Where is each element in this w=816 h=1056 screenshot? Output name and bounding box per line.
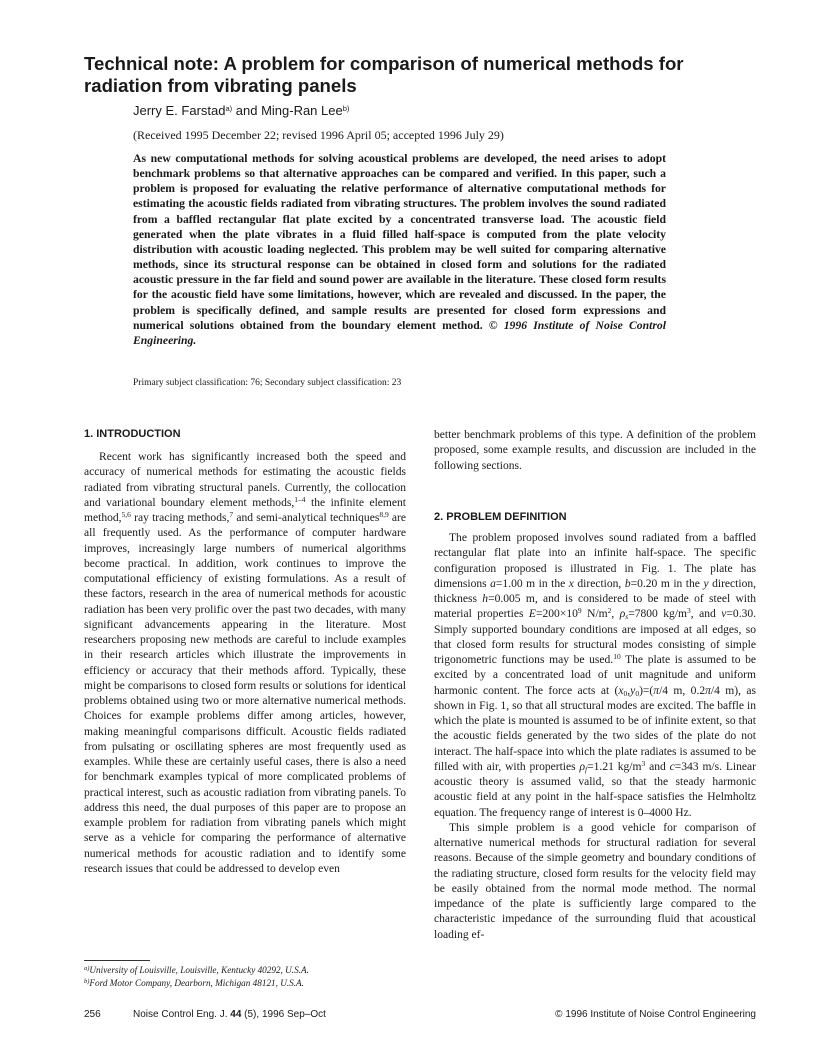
footnote-b	[84, 977, 406, 990]
footnote-a	[84, 964, 406, 977]
footnote-a-text: University of Louisville, Louisville, Kentucky 40292, U.S.A.	[89, 965, 309, 975]
footer-copyright: © 1996 Institute of Noise Control Engineering	[555, 1009, 756, 1020]
introduction-paragraph: Recent work has significantly increased both the speed and accuracy of numerical methods for estimating the acoustic fields radiated from vibrating structural panels. Currently, the collocation and variational boundary element methods,$^{1-4}$ the infinite element method,$^{5,6}$ ray tracing methods,$^7$ and semi-analytical techniques$^{8,9}$ are all frequently used. As the performance of computer hardware improves, increasingly large numbers of numerical algorithms become practical. In addition, work continues to improve the computational efficiency of existing formulations. As a result of these factors, research in the area of numerical methods for acoustic radiation has been very prolific over the past two decades, with many significant advancements appearing in the literature. Most researchers proposing new methods are careful to include examples in their research articles which illustrate the improvements in efficiency or accuracy that their methods afford. Typically, these might be comparisons to closed form results or solutions for identical problems obtained using two or more alternative numerical methods. Choices for example problems differ among articles, however, making meaningful comparisons difficult. Acoustic fields radiated from pulsating or oscillating spheres are most frequently used as examples. While these are certainly useful cases, there is also a need for benchmark examples typical of more complicated problems of practical interest, such as acoustic radiation from vibrating panels. To address this need, the dual purposes of this paper are to propose an example problem for radiation from vibrating panels which might serve as a vehicle for comparing the performance of alternative numerical methods for acoustic radiation and to identify some research issues that could be addressed to develop even	[84, 451, 407, 875]
author-conjunction: and	[232, 103, 262, 118]
journal-volume: 44	[230, 1009, 242, 1020]
author-line	[133, 103, 349, 118]
problem-definition-paragraph-2: This simple problem is a good vehicle for comparison of alternative numerical methods for structural radiation for several reasons. Because of the simple geometry and boundary conditions of the radiating structure, closed form results for the velocity field may be easily obtained from the normal mode method. The normal impedance of the plate is sufficiently large compared to the characteristic impedance of the surrounding fluid that acoustical loading ef-	[434, 821, 756, 941]
section-heading-problem-definition: 2. PROBLEM DEFINITION	[434, 511, 567, 523]
affiliation-footnotes	[84, 964, 406, 989]
abstract-copyright: © 1996 Institute of Noise Control Engineering.	[133, 318, 666, 347]
author-2: Ming-Ran Lee	[261, 103, 343, 118]
journal-citation	[133, 1009, 326, 1020]
footnote-a-mark: a)	[84, 965, 90, 972]
author-1: Jerry E. Farstad	[133, 103, 226, 118]
abstract-text: As new computational methods for solving acoustical problems are developed, the need arises to adopt benchmark problems so that alternative approaches can be compared and verified. In this paper, such a problem is proposed for evaluating the relative performance of alternative computational methods for estimating the acoustic fields radiated from vibrating structures. The problem involves the sound radiated from a baffled rectangular flat plate excited by a concentrated transverse load. The acoustic field generated when the plate vibrates in a fluid filled half-space is computed from the plate velocity distribution with acoustic loading neglected. This problem may be well suited for comparing alternative methods, since its structural response can be obtained in closed form and solutions for the radiated acoustic pressure in the far field and sound power are available in the literature. These closed form results for the acoustic field have some limitations, however, which are revealed and discussed. In the paper, the problem is specifically defined, and sample results are presented for closed form expressions and numerical solutions obtained from the boundary element method.	[133, 152, 666, 332]
footnote-b-text: Ford Motor Company, Dearborn, Michigan 48121, U.S.A.	[89, 977, 304, 988]
paper-title: Technical note: A problem for comparison of numerical methods for radiation from vibrating panels	[84, 53, 684, 96]
introduction-body	[84, 450, 406, 877]
abstract	[133, 151, 666, 348]
author-1-affiliation-mark: a)	[225, 104, 233, 113]
problem-definition-body	[434, 531, 756, 943]
problem-definition-paragraph-1: The problem proposed involves sound radiated from a baffled rectangular flat plate into an infinite half-space. The specific configuration proposed is illustrated in Fig. 1. The plate has dimensions a=1.00 m in the x direction, b=0.20 m in the y direction, thickness h=0.005 m, and is considered to be made of steel with material properties $E=200\times 10^9$ $N/m^2$, $\rho_s=7800$ $kg/m^3$, and ν=0.30. Simply supported boundary conditions are imposed at all edges, so that closed form results for structural modes consisting of simple trigonometric functions may be used.$^{10}$ The plate is assumed to be excited by a concentrated load of unit magnitude and uniform harmonic content. The force acts at $(x_0,y_0)=(\pi/4$ m, 0.2π/4 m), as shown in Fig. 1, so that all structural modes are excited. The baffle in which the plate is mounted is assumed to be of infinite extent, so that the acoustic fields generated by the two sides of the plate do not interact. The half-space into which the plate radiates is assumed to be filled with air, with properties $\rho_f=1.21$ $kg/m^3$ and c=343 m/s. Linear acoustic theory is assumed valid, so that the steady harmonic acoustic field at any point in the half-space satisfies the Helmholtz equation. The frequency range of interest is 0–4000 Hz.	[434, 532, 757, 819]
page-number: 256	[84, 1009, 101, 1020]
introduction-continuation	[434, 428, 756, 474]
subject-classification: Primary subject classification: 76; Secondary subject classification: 23	[133, 378, 402, 388]
author-2-affiliation-mark: b)	[342, 104, 350, 113]
footnote-rule	[84, 960, 150, 961]
journal-issue-date: (5), 1996 Sep–Oct	[241, 1009, 326, 1020]
footnote-b-mark: b)	[84, 977, 90, 985]
received-dates: (Received 1995 December 22; revised 1996 April 05; accepted 1996 July 29)	[133, 128, 504, 142]
journal-name: Noise Control Eng. J.	[133, 1009, 231, 1020]
introduction-continuation-text: better benchmark problems of this type. A definition of the problem proposed, some example results, and discussion are included in the following sections.	[434, 429, 756, 472]
section-heading-introduction: 1. INTRODUCTION	[84, 428, 181, 440]
